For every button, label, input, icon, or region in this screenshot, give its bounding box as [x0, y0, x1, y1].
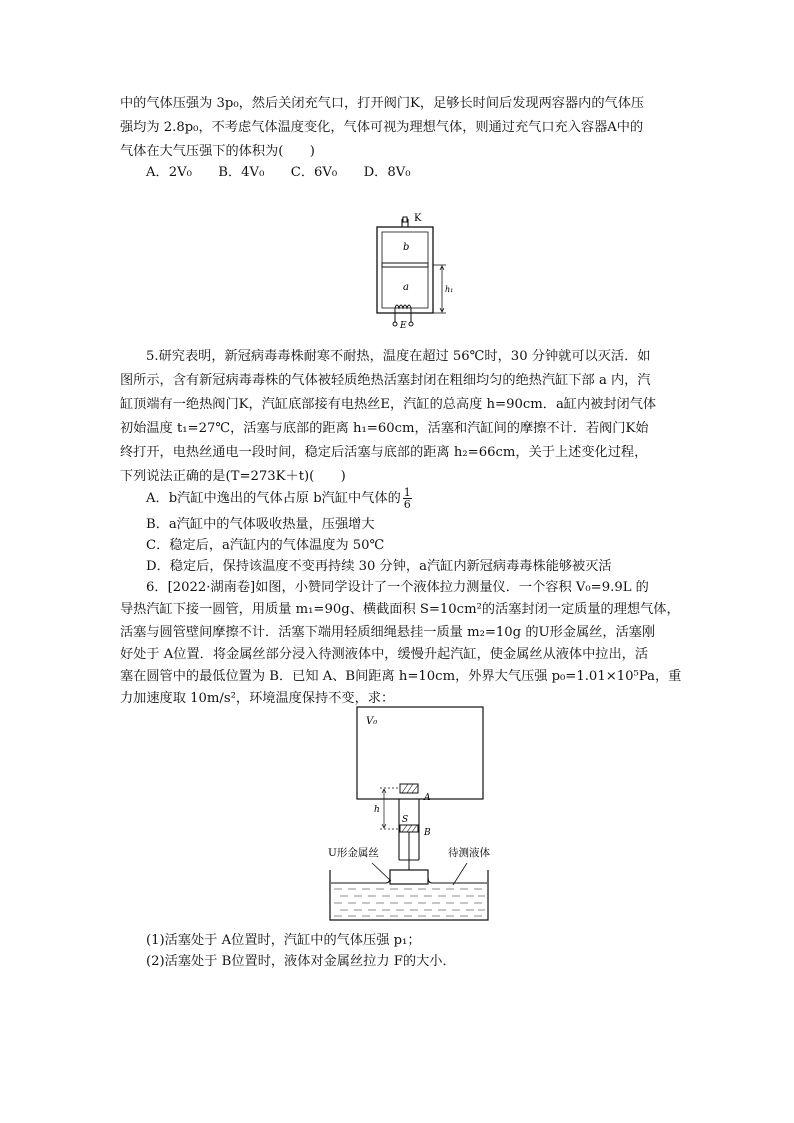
q5-option-a — [146, 487, 412, 510]
q5-line-5: 终打开，电热丝通电一段时间，稳定后活塞与底部的距离 h₂=66cm，关于上述变化过程， — [120, 445, 648, 460]
liquid-hatching — [334, 889, 485, 916]
label-s: S — [402, 815, 409, 825]
q5-line-3: 缸顶端有一绝热阀门K，汽缸底部接有电热丝E，汽缸的总高度 h=90cm．a缸内被封闭气体 — [120, 397, 657, 412]
u-wire — [390, 870, 428, 884]
fraction — [403, 487, 412, 510]
label-a: a — [403, 282, 409, 293]
valve-icon — [403, 217, 407, 222]
q6-subquestion-1: (1)活塞处于 A位置时，汽缸中的气体压强 p₁； — [146, 933, 421, 948]
label-e: E — [400, 321, 407, 331]
label-u-wire: U形金属丝 — [328, 847, 379, 859]
label-h: h — [374, 805, 380, 815]
fraction-denominator: 6 — [403, 498, 411, 511]
q5-option-b: B．a汽缸中的气体吸收热量，压强增大 — [146, 517, 375, 532]
q6-line-6: 力加速度取 10m/s²，环境温度保持不变，求： — [120, 691, 395, 706]
q4-line-3: 气体在大气压强下的体积为( ) — [120, 144, 315, 159]
q5-option-c: C．稳定后，a汽缸内的气体温度为 50℃ — [146, 538, 385, 553]
q6-line-1: 6．[2022·湖南卷]如图，小赞同学设计了一个液体拉力测量仪．一个容积 V₀=9.9L 的 — [146, 580, 649, 595]
q4-options: A．2V₀ B．4V₀ C．6V₀ D．8V₀ — [146, 165, 411, 180]
piston — [382, 263, 428, 267]
q6-line-4: 好处于 A位置．将金属丝部分浸入待测液体中，缓慢升起汽缸，使金属丝从液体中拉出，活 — [120, 647, 649, 662]
label-v0: V₀ — [366, 716, 378, 727]
q4-line-2: 强均为 2.8p₀，不考虑气体温度变化，气体可视为理想气体，则通过充气口充入容器A中的 — [120, 120, 644, 135]
label-b6: B — [424, 828, 431, 838]
label-k: K — [414, 213, 422, 224]
q5-line-6: 下列说法正确的是(T=273K＋t)( ) — [120, 469, 346, 484]
cylinder-outline — [377, 227, 433, 313]
label-b: b — [403, 242, 410, 253]
tension-meter-figure — [320, 705, 500, 923]
q5-option-a-text: A．b汽缸中逸出的气体占原 b汽缸中气体的 — [146, 491, 401, 506]
q5-line-2: 图所示，含有新冠病毒毒株的气体被轻质绝热活塞封闭在粗细均匀的绝热汽缸下部 a 内，汽 — [120, 373, 651, 388]
q6-line-3: 活塞与圆管壁间摩擦不计．活塞下端用轻质细绳悬挂一质量 m₂=10g 的U形金属丝，活塞刚 — [120, 625, 656, 640]
fraction-numerator: 1 — [403, 486, 411, 499]
q6-line-5: 塞在圆管中的最低位置为 B．已知 A、B间距离 h=10cm，外界大气压强 p₀=1.01×10⁵Pa，重 — [120, 669, 682, 684]
q5-line-1: 5.研究表明，新冠病毒毒株耐寒不耐热，温度在超过 56℃时，30 分钟就可以灭活．如 — [146, 349, 651, 364]
q5-line-4: 初始温度 t₁=27℃，活塞与底部的距离 h₁=60cm，活塞和汽缸间的摩擦不计．若阀门K始 — [120, 421, 649, 436]
q5-option-d: D．稳定后，保持该温度不变再持续 30 分钟，a汽缸内新冠病毒毒株能够被灭活 — [146, 559, 612, 574]
label-h1: h₁ — [445, 285, 454, 294]
q6-line-2: 导热汽缸下接一圆管，用质量 m₁=90g、横截面积 S=10cm²的活塞封闭一定质量的理想气体， — [120, 602, 680, 617]
label-liquid: 待测液体 — [448, 847, 490, 859]
heater-coil-icon — [395, 305, 411, 308]
label-a6: A — [424, 793, 431, 803]
q4-line-1: 中的气体压强为 3p₀，然后关闭充气口，打开阀门K，足够长时间后发现两容器内的气体压 — [120, 96, 645, 111]
q6-subquestion-2: (2)活塞处于 B位置时，液体对金属丝拉力 F的大小． — [146, 954, 456, 969]
cylinder-figure — [368, 210, 464, 332]
